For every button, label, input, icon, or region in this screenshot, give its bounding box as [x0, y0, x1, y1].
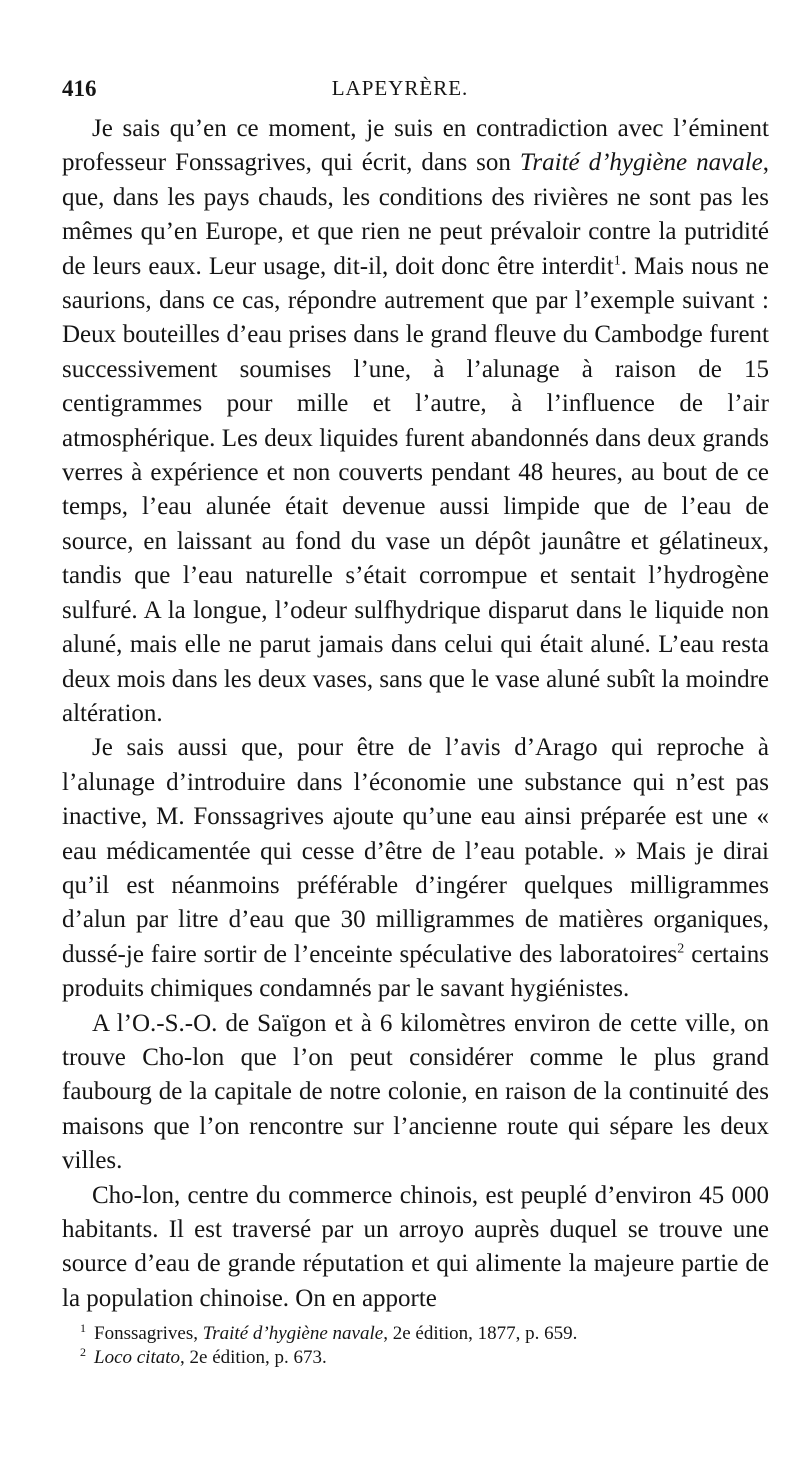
- footnotes: [80, 1322, 690, 1370]
- page-number: 416: [62, 76, 97, 101]
- paragraph: Je sais aussi que, pour être de l’avis d’Arago qui reproche à l’alunage d’introduire dans l’économie une substance qui n’est pas inactive, M. Fonssagrives ajoute qu’une eau ainsi préparée est une « eau médicamentée qui cesse d’être de l’eau potable. » Mais je dirai qu’il est néanmoins préférable d’ingérer quelques milligrammes d’alun par litre d’eau que 30 milligrammes de matières organiques, dussé-je faire sortir de l’enceinte spéculative des laboratoires$^2$ certains produits chimiques condamnés par le savant hygiénistes.: [62, 734, 770, 1003]
- footnote: $^2$ Loco citato, 2e édition, p. 673.: [80, 1344, 327, 1368]
- page-header: [62, 76, 738, 106]
- footnote: $^1$ Fonssagrives, Traité d’hygiène navale, 2e édition, 1877, p. 659.: [80, 1320, 578, 1344]
- paragraph: Je sais qu’en ce moment, je suis en contradiction avec l’éminent professeur Fonssagrives, qui écrit, dans son Traité d’hygiène navale, que, dans les pays chauds, les conditions des rivières ne sont pas les mêmes qu’en Europe, et que rien ne peut prévaloir contre la putridité de leurs eaux. Leur usage, dit-il, doit donc être interdit$^1$. Mais nous ne saurions, dans ce cas, répondre autrement que par l’exemple suivant : Deux bouteilles d’eau prises dans le grand fleuve du Cambodge furent successivement soumises l’une, à l’alunage à raison de 15 centigrammes pour mille et l’autre, à l’influence de l’air atmosphérique. Les deux liquides furent abandonnés dans deux grands verres à expérience et non couverts pendant 48 heures, au bout de ce temps, l’eau alunée était devenue aussi limpide que de l’eau de source, en laissant au fond du vase un dépôt jaunâtre et gélatineux, tandis que l’eau naturelle s’était corrompue et sentait l’hydrogène sulfuré. A la longue, l’odeur sulfhydrique disparut dans le liquide non aluné, mais elle ne parut jamais dans celui qui était aluné. L’eau resta deux mois dans les deux vases, sans que le vase aluné subît la moindre altération.: [62, 115, 770, 727]
- book-title: Traité d’hygiène navale: [519, 149, 763, 177]
- body-text: [62, 112, 769, 1316]
- footnote-mark: 1: [80, 1320, 86, 1335]
- footnote-ref: 1: [613, 253, 621, 269]
- footnote-ref: 2: [677, 941, 685, 957]
- paragraph: Cho-lon, centre du commerce chinois, est peuplé d’environ 45 000 habitants. Il est traversé par un arroyo auprès duquel se trouve une source d’eau de grande réputation et qui alimente la majeure partie de la population chinoise. On en apporte: [62, 1181, 769, 1312]
- running-head: LAPEYRÈRE.: [331, 76, 469, 100]
- paragraph: A l’O.-S.-O. de Saïgon et à 6 kilomètres environ de cette ville, on trouve Cho-lon que l’on peut considérer comme le plus grand faubourg de la capitale de notre colonie, en raison de la continuité des maisons que l’on rencontre sur l’ancienne route qui sépare les deux villes.: [62, 1009, 769, 1175]
- footnote-mark: 2: [80, 1344, 86, 1359]
